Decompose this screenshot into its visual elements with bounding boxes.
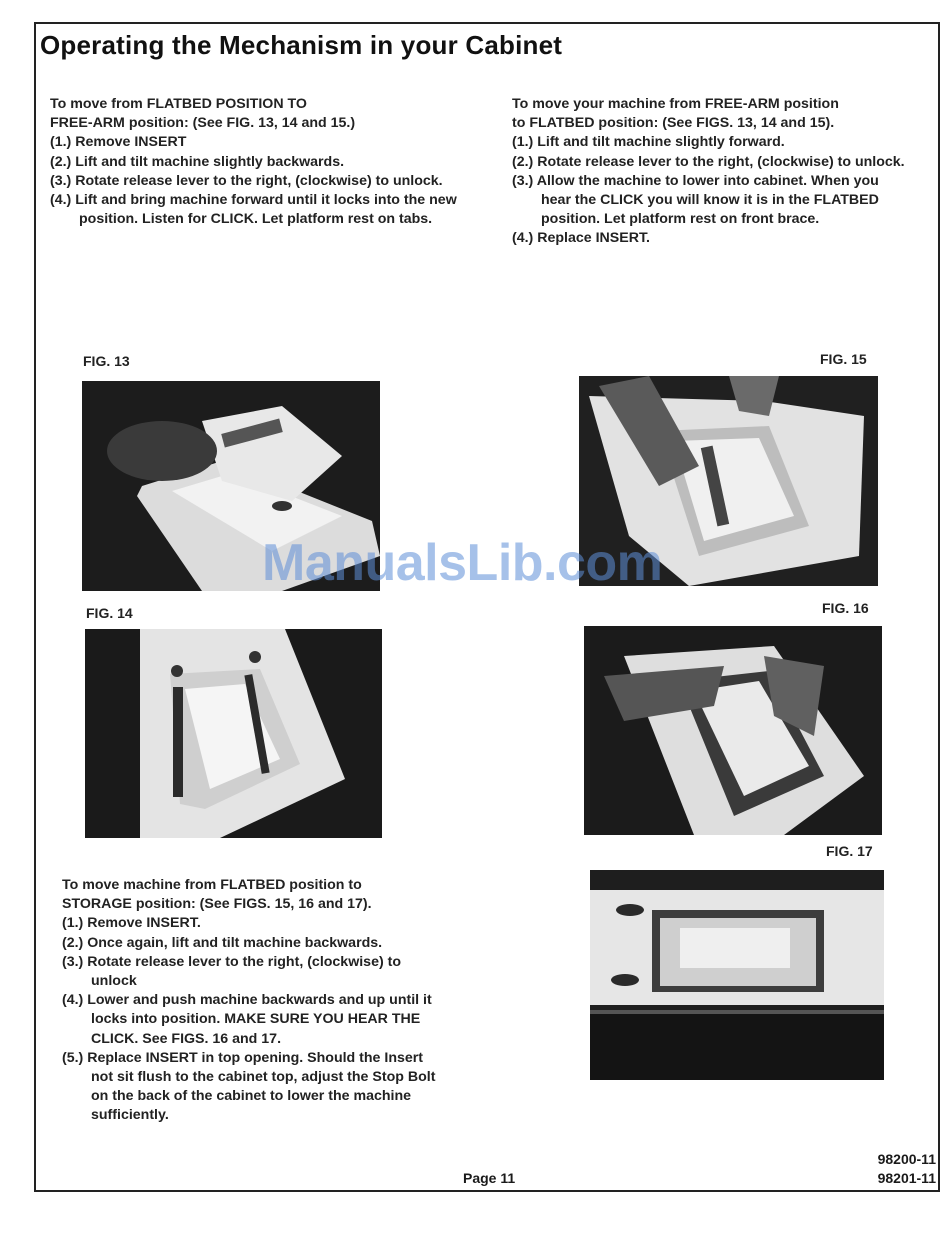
page-title: Operating the Mechanism in your Cabinet — [40, 30, 563, 60]
step-item: (1.) Lift and tilt machine slightly forward. — [512, 134, 785, 151]
section-freearm-to-flatbed — [512, 95, 912, 249]
section-intro: To move machine from FLATBED position to STORAGE position: (See FIGS. 15, 16 and 17). — [62, 877, 372, 913]
step-item: (4.) Lower and push machine backwards and up until it locks into position. MAKE SURE YOU HEAR THE CLICK. See FIGS. 16 and 17. — [62, 992, 432, 1047]
fig14-label: FIG. 14 — [86, 605, 133, 621]
section-intro: To move from FLATBED POSITION TO FREE-ARM position: (See FIG. 13, 14 and 15.) — [50, 96, 356, 132]
step-item: (4.) Replace INSERT. — [512, 230, 650, 247]
step-item: (1.) Remove INSERT — [50, 134, 187, 151]
section-flatbed-to-freearm — [50, 95, 460, 229]
step-item: (5.) Replace INSERT in top opening. Should the Insert not sit flush to the cabinet top, adjust the Stop Bolt on the back of the cabinet to lower the machine sufficiently. — [62, 1049, 436, 1124]
fig17-photo — [590, 870, 884, 1080]
step-list — [50, 133, 460, 229]
fig14-photo — [85, 629, 382, 838]
step-item: (3.) Rotate release lever to the right, (clockwise) to unlock. — [50, 172, 443, 189]
step-item: (3.) Rotate release lever to the right, (clockwise) to unlock — [62, 953, 402, 990]
section-intro: To move your machine from FREE-ARM position to FLATBED position: (See FIGS. 13, 14 and 15). — [512, 96, 839, 132]
watermark: ManualsLib.com — [262, 534, 663, 592]
step-list — [512, 133, 912, 248]
step-list — [62, 914, 442, 1125]
step-item: (2.) Rotate release lever to the right, (clockwise) to unlock. — [512, 153, 905, 170]
fig16-photo — [584, 626, 882, 835]
fig15-photo — [579, 376, 878, 586]
fig13-photo — [82, 381, 380, 591]
document-codes — [878, 1150, 936, 1188]
section-flatbed-to-storage — [62, 876, 442, 1126]
step-item: (1.) Remove INSERT. — [62, 915, 201, 932]
step-item: (3.) Allow the machine to lower into cabinet. When you hear the CLICK you will know it is in the FLATBED position. Let platform rest on front brace. — [512, 172, 879, 228]
fig17-label: FIG. 17 — [826, 843, 873, 859]
step-item: (2.) Lift and tilt machine slightly backwards. — [50, 153, 345, 170]
step-item: (2.) Once again, lift and tilt machine backwards. — [62, 934, 383, 951]
fig15-label: FIG. 15 — [820, 351, 867, 367]
fig16-label: FIG. 16 — [822, 600, 869, 616]
fig13-label: FIG. 13 — [83, 353, 130, 369]
document-code: 98200-11 — [877, 1151, 936, 1167]
page-number: Page 11 — [463, 1170, 516, 1186]
step-item: (4.) Lift and bring machine forward until it locks into the new position. Listen for CLICK. Let platform rest on tabs. — [50, 192, 457, 228]
document-code: 98201-11 — [877, 1170, 936, 1186]
